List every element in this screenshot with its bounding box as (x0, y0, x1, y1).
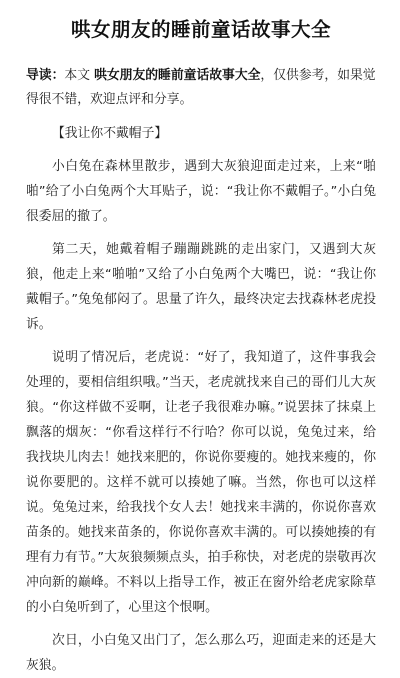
story-paragraph-4: 次日，小白兔又出门了，怎么那么巧，迎面走来的还是大灰狼。 (26, 633, 376, 673)
section-heading: 【我让你不戴帽子】 (52, 126, 168, 141)
lead-label: 导读： (26, 68, 65, 83)
story-paragraph-3: 说明了情况后，老虎说：“好了，我知道了，这件事我会处理的，要相信组织哦。”当天，老虎就找来自己的哥们儿大灰狼。“你这样做不妥啊，让老子我很难办嘛。”说罢抹了抹桌上飘落的烟灰：“你看这样行不行哈？你可以说，兔兔过来，给我找块儿肉去！她找来肥的，你说你要瘦的。她找来瘦的，你说你要肥的。这样不就可以揍她了嘛。当然，你也可以这样说。兔兔过来，给我找个女人去！她找来丰满的，你说你喜欢苗条的。她找来苗条的，你说你喜欢丰满的。可以揍她揍的有理有力有节。”大灰狼频频点头，拍手称快，对老虎的崇敬再次冲向新的巅峰。不料以上指导工作，被正在窗外给老虎家除草的小白兔听到了，心里这个恨啊。 (26, 350, 376, 615)
lead-paragraph (26, 64, 376, 112)
lead-article-name: 哄女朋友的睡前童话故事大全 (94, 68, 261, 83)
story-paragraph-1: 小白兔在森林里散步，遇到大灰狼迎面走过来，上来“啪啪”给了小白兔两个大耳贴子，说：“我让你不戴帽子。”小白兔很委屈的撤了。 (26, 159, 376, 224)
document-title: 哄女朋友的睡前童话故事大全 (70, 18, 331, 41)
lead-prefix: 本文 (64, 68, 95, 83)
lead-suffix: ，仅供参考，如果觉得很不错，欢迎点评和分享。 (26, 68, 376, 107)
story-paragraph-2: 第二天，她戴着帽子蹦蹦跳跳的走出家门，又遇到大灰狼，他走上来“啪啪”又给了小白兔两个大嘴巴，说：“我让你戴帽子。”兔兔郁闷了。思量了许久，最终决定去找森林老虎投诉。 (26, 242, 376, 332)
